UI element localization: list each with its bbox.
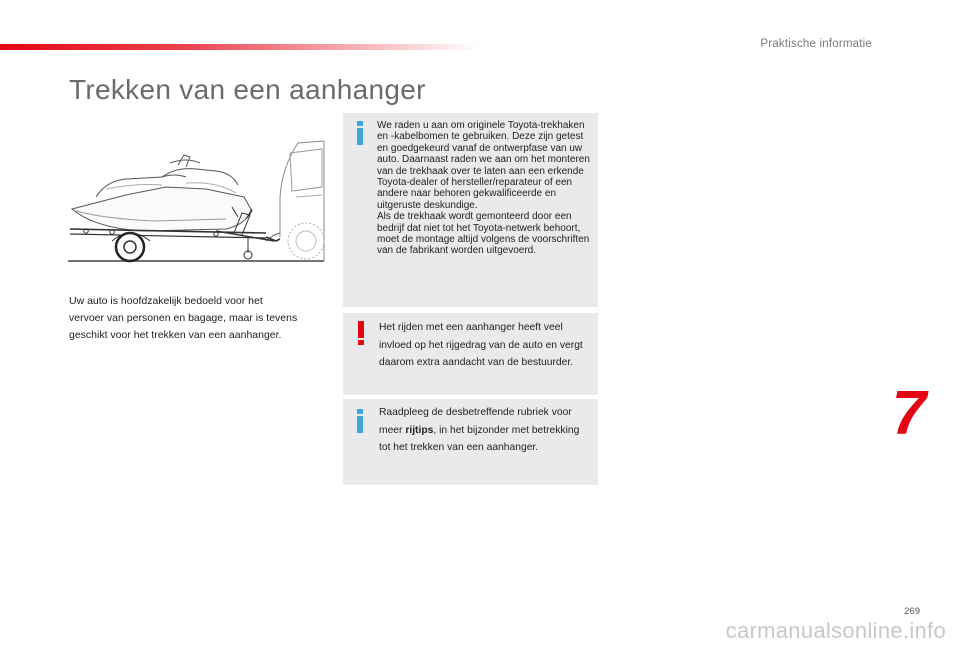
page-title: Trekken van een aanhanger	[69, 74, 426, 105]
tips-text-after: , in het bijzonder met betrekking tot het trekken van een aanhanger.	[379, 424, 580, 453]
warning-icon	[357, 321, 365, 345]
page-number: 269	[904, 606, 920, 617]
info-box-text-2: Als de trekhaak wordt gemonteerd door een bedrijf dat niet tot het Toyota-netwerk behoort, moet de montage altijd volgens de voorschriften van de fabrikant worden uitgevoerd.	[377, 211, 590, 257]
header-accent-bar	[0, 44, 480, 50]
tips-text-before: Raadpleeg de desbetreffende rubriek voor meer	[379, 407, 572, 436]
intro-paragraph: Uw auto is hoofdzakelijk bedoeld voor het vervoer van personen en bagage, maar is tevens geschikt voor het trekken van een aanhanger.	[69, 295, 298, 341]
section-title: Praktische informatie	[760, 38, 872, 50]
watermark: carmanualsonline.info	[725, 618, 946, 643]
chapter-number: 7	[891, 379, 927, 448]
jetski-trailer-illustration	[66, 137, 328, 267]
warning-box-driving	[343, 313, 598, 395]
info-box-toyota-towbar	[343, 113, 598, 307]
info-icon	[355, 409, 365, 433]
info-box-driving-tips	[343, 399, 598, 485]
tips-link-rijtips: rijtips	[405, 424, 434, 436]
info-box-text: We raden u aan om originele Toyota-trekhaken en -kabelbomen te gebruiken. Deze zijn getest en goedgekeurd vanaf de ontwerpfase van uw auto. Daarnaast raden we aan om het monteren van de trekhaak over te laten aan een erkende Toyota-dealer of hersteller/reparateur of een andere naar behoren gekwalificeerde en uitgeruste deskundige.	[377, 120, 590, 211]
info-box-tips-text	[379, 404, 586, 457]
info-icon	[355, 121, 365, 145]
warning-box-text: Het rijden met een aanhanger heeft veel invloed op het rijgedrag van de auto en vergt daarom extra aandacht van de bestuurder.	[379, 322, 583, 368]
